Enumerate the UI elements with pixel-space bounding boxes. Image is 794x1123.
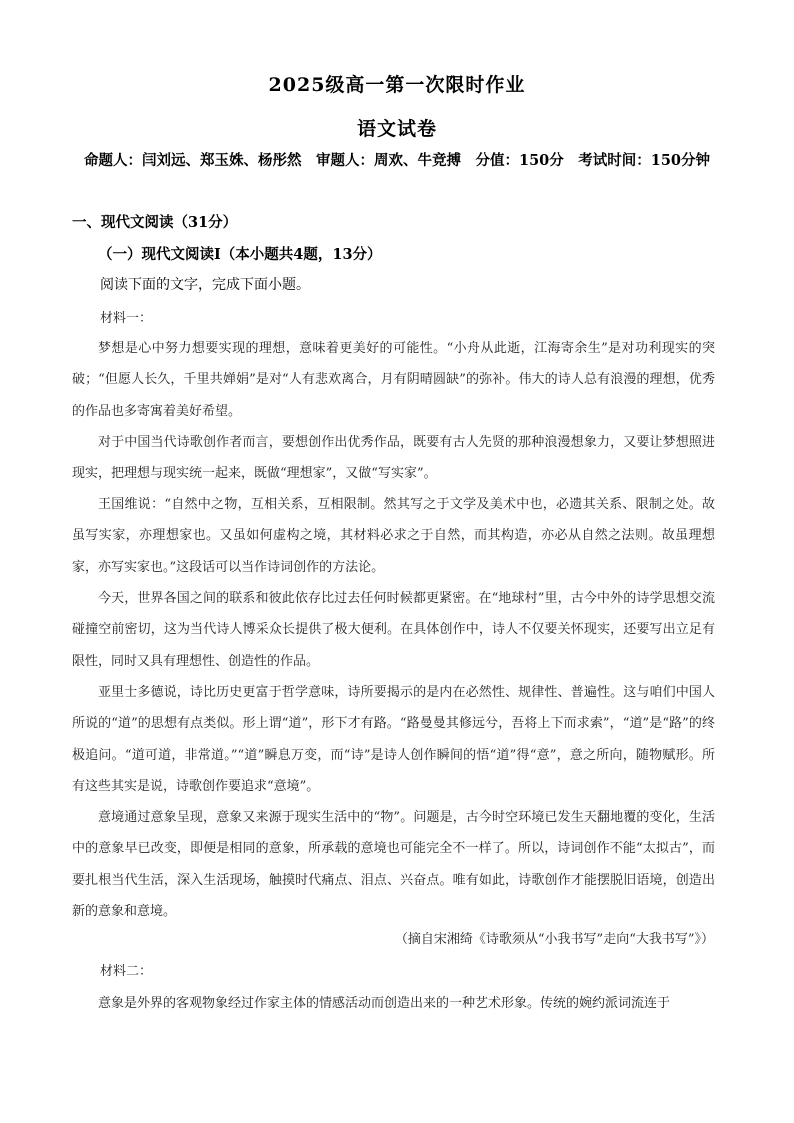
material-1-paragraph-6: 意境通过意象呈现，意象又来源于现实生活中的“物”。问题是，古今时空环境已发生天翻地覆的变化，生活中的意象早已改变，即便是相同的意象，所承载的意境也可能完全不一样了。所以，诗词创作不能“太拟古”，而要扎根当代生活，深入生活现场，触摸时代痛点、泪点、兴奋点。唯有如此，诗歌创作才能摆脱旧语境，创造出新的意象和意境。 bbox=[72, 810, 715, 919]
subsection-heading: （一）现代文阅读Ⅰ（本小题共4题，13分） bbox=[98, 246, 382, 263]
material-2-label: 材料二： bbox=[100, 964, 153, 979]
section-heading: 一、现代文阅读（31分） bbox=[72, 214, 238, 231]
material-1-paragraph-4: 今天，世界各国之间的联系和彼此依存比过去任何时候都更紧密。在“地球村”里，古今中外的诗学思想交流碰撞空前密切，这为当代诗人博采众长提供了极大便利。在具体创作中，诗人不仅要关怀现实，还要写出立足有限性，同时又具有理想性、创造性的作品。 bbox=[72, 591, 715, 669]
exam-subtitle: 语文试卷 bbox=[356, 118, 437, 140]
exam-title: 2025级高一第一次限时作业 bbox=[268, 74, 526, 96]
material-1-label: 材料一： bbox=[100, 311, 153, 326]
material-1-paragraph-1: 梦想是心中努力想要实现的理想，意味着更美好的可能性。“小舟从此逝，江海寄余生”是对功利现实的突破；“但愿人长久，千里共婵娟”是对“人有悲欢离合，月有阴晴圆缺”的弥补。伟大的诗人总有浪漫的理想，优秀的作品也多寄寓着美好希望。 bbox=[72, 341, 715, 419]
material-1-paragraph-3: 王国维说：“自然中之物，互相关系，互相限制。然其写之于文学及美术中也，必遗其关系、限制之处。故虽写实家，亦理想家也。又虽如何虚构之境，其材料必求之于自然，而其构造，亦必从自然之法则。故虽理想家，亦写实家也。”这段话可以当作诗词创作的方法论。 bbox=[72, 497, 715, 575]
material-1-paragraph-5: 亚里士多德说，诗比历史更富于哲学意味，诗所要揭示的是内在必然性、规律性、普遍性。这与咱们中国人所说的“道”的思想有点类似。形上谓“道”，形下才有路。“路曼曼其修远兮，吾将上下而求索”，“道”是“路”的终极追问。“道可道，非常道。”“道”瞬息万变，而“诗”是诗人创作瞬间的悟“道”得“意”，意之所向，随物赋形。所有这些其实是说，诗歌创作要追求“意境”。 bbox=[72, 685, 715, 794]
reading-instruction: 阅读下面的文字，完成下面小题。 bbox=[100, 277, 310, 293]
material-2-paragraph-1: 意象是外界的客观物象经过作家主体的情感活动而创造出来的一种艺术形象。传统的婉约派词流连于 bbox=[98, 996, 671, 1011]
material-1-paragraph-2: 对于中国当代诗歌创作者而言，要想创作出优秀作品，既要有古人先贤的那种浪漫想象力，又要让梦想照进现实，把理想与现实统一起来，既做“理想家”，又做“写实家”。 bbox=[72, 435, 715, 482]
material-1-source: （摘自宋湘绮《诗歌须从“小我书写”走向“大我书写”》） bbox=[394, 932, 714, 947]
exam-meta: 命题人：闫刘远、郑玉姝、杨彤然 审题人：周欢、牛竞搏 分值：150分 考试时间：150分钟 bbox=[83, 152, 711, 169]
